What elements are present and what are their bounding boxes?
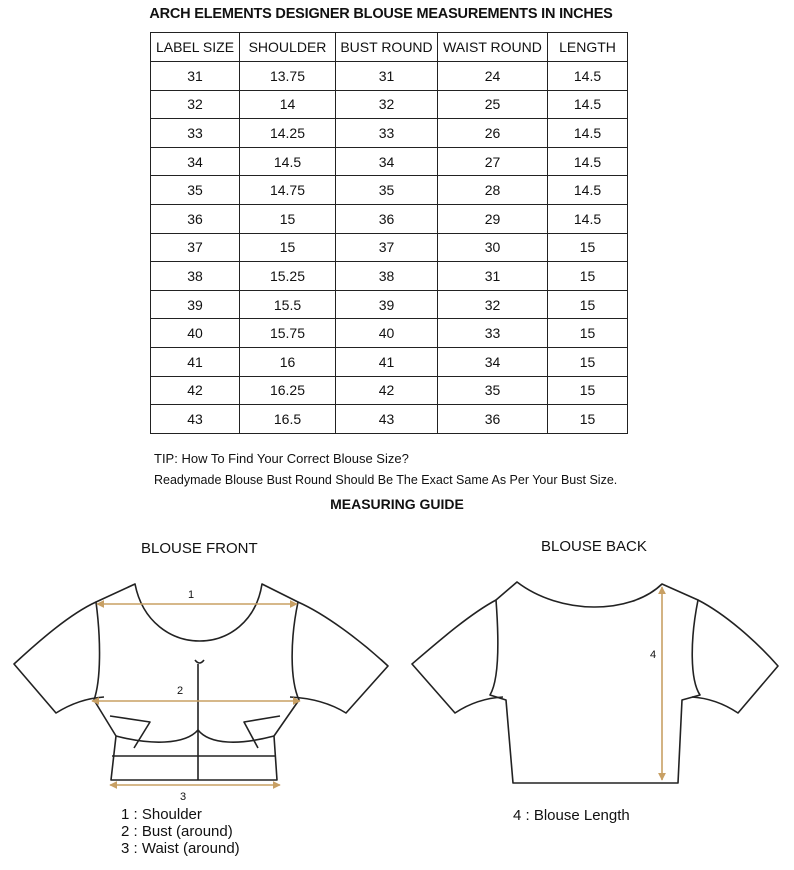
table-cell: 15 xyxy=(548,233,628,262)
table-cell: 33 xyxy=(438,319,548,348)
table-cell: 32 xyxy=(151,90,240,119)
table-cell: 37 xyxy=(151,233,240,262)
legend-bust: 2 : Bust (around) xyxy=(121,823,233,840)
table-cell: 14.5 xyxy=(548,62,628,91)
blouse-front-label: BLOUSE FRONT xyxy=(141,540,258,557)
table-cell: 16 xyxy=(240,347,336,376)
table-cell: 31 xyxy=(438,262,548,291)
blouse-front-drawing xyxy=(14,584,388,780)
table-cell: 36 xyxy=(336,204,438,233)
table-cell: 36 xyxy=(438,405,548,434)
header-waist-round: WAIST ROUND xyxy=(438,33,548,62)
table-cell: 35 xyxy=(438,376,548,405)
table-cell: 36 xyxy=(151,204,240,233)
table-cell: 14.75 xyxy=(240,176,336,205)
table-cell: 32 xyxy=(438,290,548,319)
table-cell: 26 xyxy=(438,119,548,148)
table-cell: 15.25 xyxy=(240,262,336,291)
table-cell: 35 xyxy=(336,176,438,205)
table-cell: 14.5 xyxy=(548,204,628,233)
table-cell: 34 xyxy=(336,147,438,176)
tip-text: Readymade Blouse Bust Round Should Be The Exact Same As Per Your Bust Size. xyxy=(154,473,618,487)
table-cell: 16.5 xyxy=(240,405,336,434)
measuring-guide-title: MEASURING GUIDE xyxy=(330,496,464,512)
table-cell: 14.5 xyxy=(548,176,628,205)
table-cell: 14.5 xyxy=(240,147,336,176)
table-cell: 24 xyxy=(438,62,548,91)
marker-3: 3 xyxy=(180,791,187,803)
table-cell: 38 xyxy=(151,262,240,291)
table-cell: 16.25 xyxy=(240,376,336,405)
header-length: LENGTH xyxy=(548,33,628,62)
table-cell: 14.25 xyxy=(240,119,336,148)
table-cell: 15 xyxy=(240,233,336,262)
marker-1: 1 xyxy=(188,589,195,601)
table-cell: 31 xyxy=(336,62,438,91)
table-cell: 40 xyxy=(151,319,240,348)
table-cell: 14.5 xyxy=(548,119,628,148)
table-cell: 42 xyxy=(336,376,438,405)
table-cell: 25 xyxy=(438,90,548,119)
table-cell: 33 xyxy=(336,119,438,148)
table-cell: 43 xyxy=(336,405,438,434)
blouse-back-label: BLOUSE BACK xyxy=(541,538,647,555)
table-cell: 14.5 xyxy=(548,147,628,176)
table-cell: 41 xyxy=(151,347,240,376)
table-cell: 43 xyxy=(151,405,240,434)
table-cell: 13.75 xyxy=(240,62,336,91)
table-cell: 15 xyxy=(548,319,628,348)
header-label-size: LABEL SIZE xyxy=(151,33,240,62)
table-cell: 15 xyxy=(548,290,628,319)
header-bust-round: BUST ROUND xyxy=(336,33,438,62)
tip-heading: TIP: How To Find Your Correct Blouse Size? xyxy=(154,451,409,466)
chart-title: ARCH ELEMENTS DESIGNER BLOUSE MEASUREMENTS IN INCHES xyxy=(149,6,613,22)
table-cell: 15.75 xyxy=(240,319,336,348)
table-cell: 34 xyxy=(438,347,548,376)
table-cell: 35 xyxy=(151,176,240,205)
table-cell: 15 xyxy=(548,405,628,434)
marker-2: 2 xyxy=(177,685,184,697)
table-cell: 31 xyxy=(151,62,240,91)
table-cell: 14 xyxy=(240,90,336,119)
legend-waist: 3 : Waist (around) xyxy=(121,840,240,857)
table-cell: 37 xyxy=(336,233,438,262)
table-cell: 30 xyxy=(438,233,548,262)
table-cell: 15 xyxy=(548,376,628,405)
table-cell: 29 xyxy=(438,204,548,233)
table-cell: 40 xyxy=(336,319,438,348)
back-legend xyxy=(513,807,630,824)
table-cell: 34 xyxy=(151,147,240,176)
table-cell: 39 xyxy=(151,290,240,319)
table-cell: 27 xyxy=(438,147,548,176)
table-cell: 38 xyxy=(336,262,438,291)
legend-shoulder: 1 : Shoulder xyxy=(121,806,202,823)
table-cell: 33 xyxy=(151,119,240,148)
front-measure-lines xyxy=(92,604,300,785)
table-cell: 32 xyxy=(336,90,438,119)
table-cell: 15 xyxy=(548,347,628,376)
table-cell: 41 xyxy=(336,347,438,376)
table-cell: 15.5 xyxy=(240,290,336,319)
front-legend xyxy=(121,806,240,857)
table-cell: 28 xyxy=(438,176,548,205)
table-cell: 15 xyxy=(548,262,628,291)
header-shoulder: SHOULDER xyxy=(240,33,336,62)
blouse-back-drawing xyxy=(412,582,778,783)
marker-4: 4 xyxy=(650,649,657,661)
table-cell: 14.5 xyxy=(548,90,628,119)
legend-blouse-length: 4 : Blouse Length xyxy=(513,807,630,824)
table-cell: 15 xyxy=(240,204,336,233)
table-cell: 42 xyxy=(151,376,240,405)
table-cell: 39 xyxy=(336,290,438,319)
